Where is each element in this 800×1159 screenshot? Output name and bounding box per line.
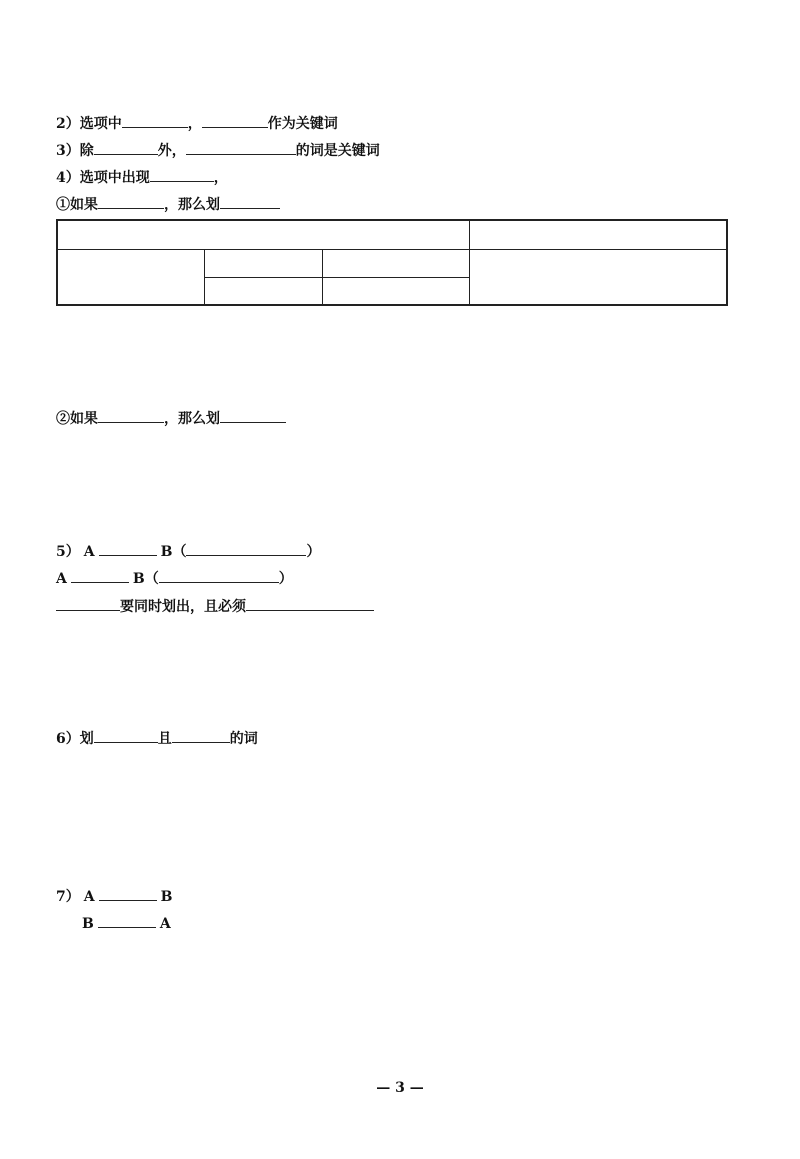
blank-field[interactable] (71, 568, 129, 583)
item-5-line-3 (56, 596, 374, 617)
item-5-line-2 (56, 568, 293, 589)
item-3-number: 3） (56, 143, 80, 159)
blank-field[interactable] (94, 140, 158, 155)
item-3-text: 除 (79, 143, 94, 159)
blank-field[interactable] (186, 140, 296, 155)
item-6 (56, 728, 258, 749)
letter-a: A (159, 916, 171, 932)
blank-field[interactable] (150, 167, 214, 182)
page-number: — 3 — (376, 1080, 424, 1096)
sub-item-2-text: ，那么划 (164, 411, 220, 427)
item-5-text: 要同时划出，且必须 (120, 599, 246, 615)
comma: ， (187, 116, 202, 132)
blank-table (56, 219, 728, 306)
table-cell[interactable] (57, 220, 470, 249)
blank-field[interactable] (98, 408, 164, 423)
table-cell[interactable] (470, 249, 727, 305)
sub-item-1-text: ，那么划 (164, 197, 220, 213)
table-cell[interactable] (322, 249, 470, 277)
item-5-line-1 (56, 541, 320, 562)
open-paren: （ (172, 544, 187, 560)
table-cell[interactable] (470, 220, 727, 249)
sub-item-2-label: ②如果 (56, 411, 98, 427)
item-4-tail: ， (213, 170, 228, 186)
letter-a: A (83, 889, 95, 905)
item-4 (56, 167, 228, 188)
blank-field[interactable] (159, 568, 279, 583)
table-cell[interactable] (57, 249, 205, 305)
letter-a: A (83, 544, 95, 560)
open-paren: （ (144, 571, 159, 587)
blank-field[interactable] (186, 541, 306, 556)
blank-field[interactable] (220, 408, 286, 423)
item-2 (56, 113, 338, 134)
item-3 (56, 140, 380, 161)
close-paren: ） (278, 571, 293, 587)
blank-field[interactable] (98, 194, 164, 209)
sub-item-1-label: ①如果 (56, 197, 98, 213)
letter-b: B (82, 916, 94, 932)
blank-field[interactable] (172, 728, 230, 743)
item-2-text: 选项中 (79, 116, 122, 132)
table-cell[interactable] (205, 277, 323, 305)
item-7-line-1 (56, 886, 172, 907)
item-7-line-2 (82, 913, 171, 934)
blank-field[interactable] (98, 913, 156, 928)
blank-field[interactable] (56, 596, 120, 611)
letter-b: B (160, 889, 173, 905)
item-6-text: 划 (79, 731, 94, 747)
blank-field[interactable] (220, 194, 280, 209)
letter-b: B (132, 571, 145, 587)
item-4-number: 4） (56, 170, 80, 186)
letter-a: A (56, 571, 67, 587)
item-6-mid: 且 (157, 731, 172, 747)
blank-field[interactable] (99, 886, 157, 901)
item-2-number: 2） (56, 116, 80, 132)
table-cell[interactable] (322, 277, 470, 305)
item-2-tail: 作为关键词 (267, 116, 338, 132)
blank-field[interactable] (99, 541, 157, 556)
item-5-number: 5） (56, 544, 80, 560)
table-cell[interactable] (205, 249, 323, 277)
item-7-number: 7） (56, 889, 80, 905)
blank-field[interactable] (122, 113, 188, 128)
item-6-tail: 的词 (229, 731, 258, 747)
sub-item-2 (56, 408, 286, 429)
item-4-text: 选项中出现 (79, 170, 150, 186)
close-paren: ） (306, 544, 321, 560)
item-3-mid: 外， (157, 143, 186, 159)
sub-item-1 (56, 194, 280, 215)
item-3-tail: 的词是关键词 (295, 143, 380, 159)
letter-b: B (160, 544, 173, 560)
blank-field[interactable] (202, 113, 268, 128)
blank-field[interactable] (94, 728, 158, 743)
item-6-number: 6） (56, 731, 80, 747)
blank-field[interactable] (246, 596, 374, 611)
